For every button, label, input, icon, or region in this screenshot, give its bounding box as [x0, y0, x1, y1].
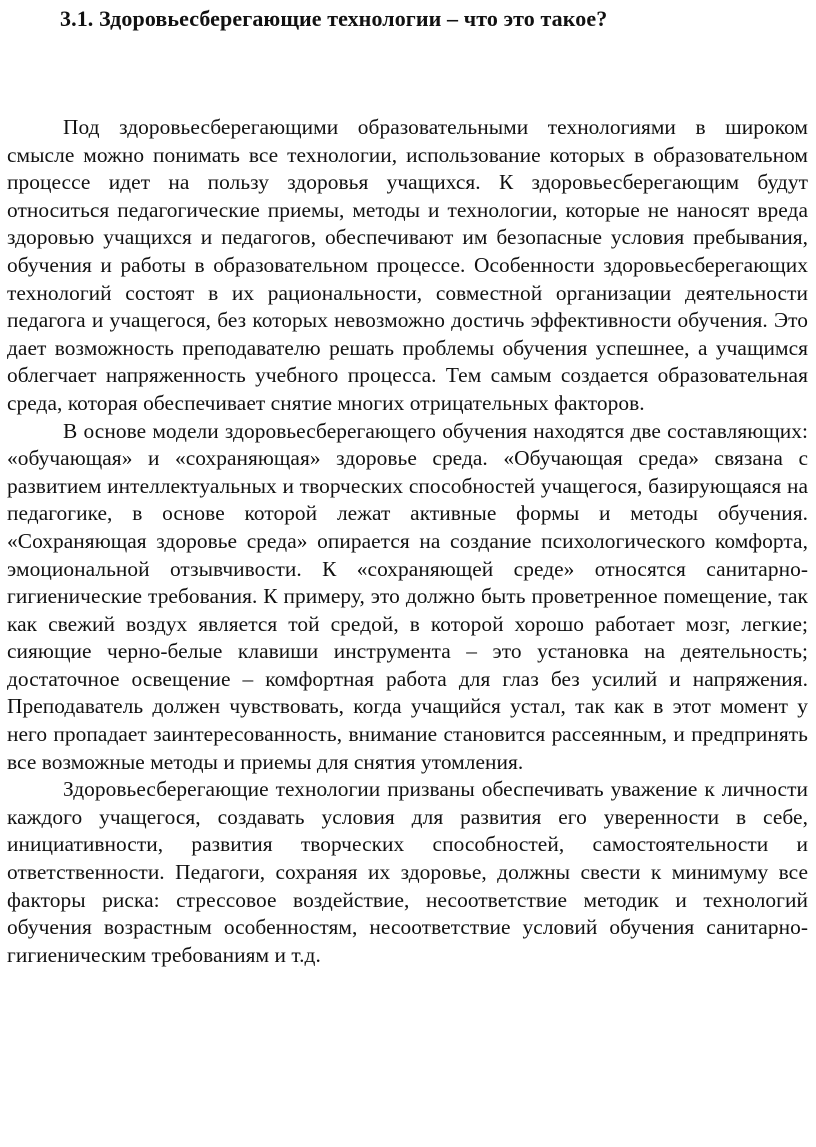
paragraph-learning-model: В основе модели здоровьесберегающего обучения находятся две составляющих: «обучающая» и «сохраняющая» здоровье среда. «Обучающая среда» связана с развитием интеллектуальных и творческих способностей учащегося, базирующаяся на педагогике, в основе которой лежат активные формы и методы обучения. «Сохраняющая здоровье среда» опирается на создание психологического комфорта, эмоциональной отзывчивости. К «сохраняющей среде» относятся санитарно-гигиенические требования. К примеру, это должно быть проветренное помещение, так как свежий воздух является той средой, в которой хорошо работает мозг, легкие; сияющие черно-белые клавиши инструмента – это установка на деятельность; достаточное освещение – комфортная работа для глаз без усилий и напряжения. Преподаватель должен чувствовать, когда учащийся устал, так как в этот момент у него пропадает заинтересованность, внимание становится рассеянным, и предпринять все возможные методы и приемы для снятия утомления.	[7, 418, 808, 774]
document-body	[7, 114, 808, 969]
section-title: 3.1. Здоровьесберегающие технологии – что это такое?	[60, 6, 608, 31]
paragraph-goals: Здоровьесберегающие технологии призваны обеспечивать уважение к личности каждого учащегося, создавать условия для развития его уверенности в себе, инициативности, развития творческих способностей, самостоятельности и ответственности. Педагоги, сохраняя их здоровье, должны свести к минимуму все факторы риска: стрессовое воздействие, несоответствие методик и технологий обучения возрастным особенностям, несоответствие условий обучения санитарно-гигиеническим требованиям и т.д.	[7, 777, 808, 967]
paragraph-definition: Под здоровьесберегающими образовательными технологиями в широком смысле можно понимать все технологии, использование которых в образовательном процессе идет на пользу здоровья учащихся. К здоровьесберегающим будут относиться педагогические приемы, методы и технологии, которые не наносят вреда здоровью учащихся и педагогов, обеспечивают им безопасные условия пребывания, обучения и работы в образовательном процессе. Особенности здоровьесберегающих технологий состоят в их рациональности, совместной организации деятельности педагога и учащегося, без которых невозможно достичь эффективности обучения. Это дает возможность преподавателю решать проблемы обучения успешнее, а учащимся облегчает напряженность учебного процесса. Тем самым создается образовательная среда, которая обеспечивает снятие многих отрицательных факторов.	[7, 115, 808, 415]
